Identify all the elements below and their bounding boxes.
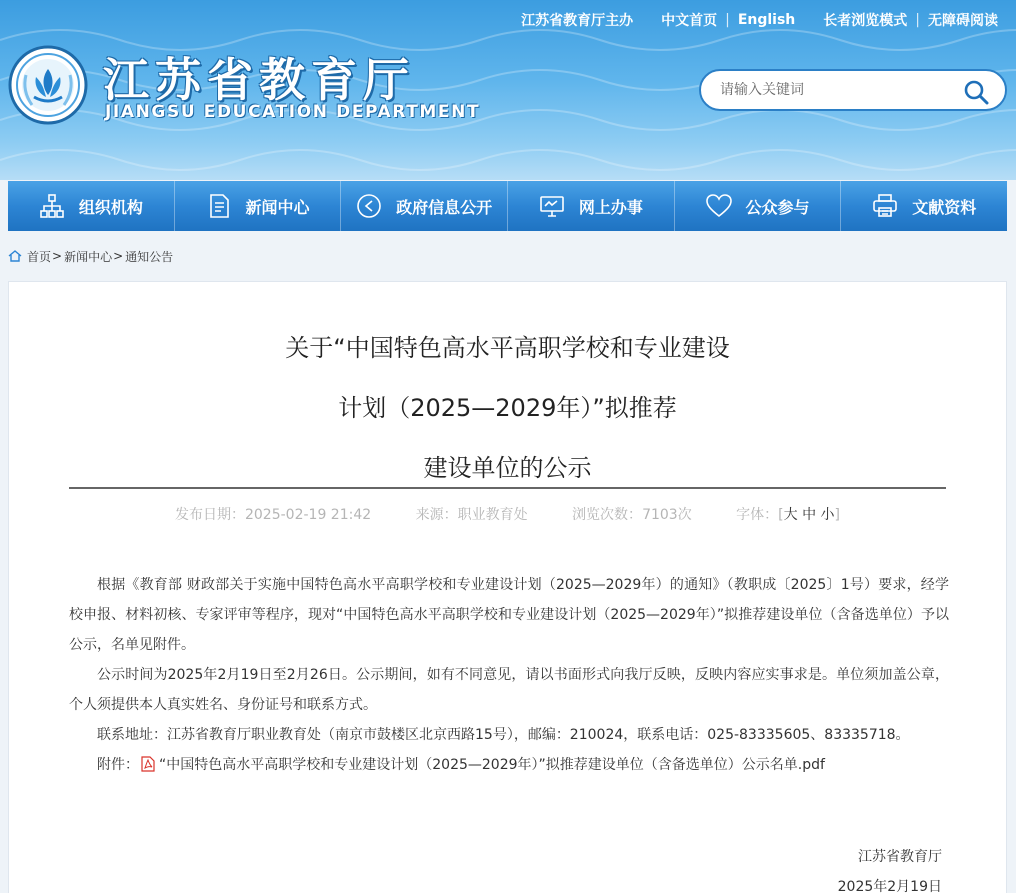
top-links: 江苏省教育厅主办 中文首页 | English 长者浏览模式 | 无障碍阅读 [521, 12, 998, 29]
breadcrumb-news-link[interactable]: 新闻中心 [64, 249, 113, 264]
share-icon [356, 193, 382, 219]
search-icon[interactable] [963, 79, 989, 105]
accessible-reading-link[interactable]: 无障碍阅读 [928, 13, 998, 29]
breadcrumb-home-link[interactable]: 首页 [27, 249, 52, 264]
attachment-link[interactable]: “中国特色高水平高职学校和专业建设计划（2025—2029年）”拟推荐建设单位（含备选单位）公示名单.pdf [159, 757, 825, 773]
paragraph: 公示时间为2025年2月19日至2月26日。公示期间，如有不同意见，请以书面形式向我厅反映，反映内容应实事求是。单位须加盖公章，个人须提供本人真实姓名、身份证号和联系方式。 [69, 667, 949, 713]
search-input[interactable] [720, 82, 950, 98]
nav-label: 公众参与 [745, 197, 810, 217]
nav-label: 新闻中心 [245, 197, 310, 217]
title-line: 关于“中国特色高水平高职学校和专业建设 [285, 334, 730, 362]
breadcrumb-separator: > [113, 249, 124, 263]
nav-label: 网上办事 [578, 197, 643, 217]
article-source: 来源：职业教育处 [415, 507, 528, 523]
nav-item-documents[interactable] [841, 181, 1007, 231]
title-line: 计划（2025—2029年）”拟推荐 [338, 394, 677, 422]
breadcrumb-notice-link[interactable]: 通知公告 [125, 249, 174, 264]
breadcrumb [8, 248, 173, 264]
publish-date: 发布日期：2025-02-19 21:42 [174, 507, 372, 523]
english-link[interactable]: English [737, 12, 796, 28]
org-chart-icon [39, 193, 65, 219]
article-meta [69, 504, 946, 524]
attachment-label: 附件： [97, 757, 139, 773]
article-body [69, 570, 949, 780]
nav-item-gov-info[interactable] [341, 181, 508, 231]
home-cn-link[interactable]: 中文首页 [661, 13, 718, 29]
nav-label: 文献资料 [912, 197, 977, 217]
nav-label: 组织机构 [78, 197, 143, 217]
font-size-control: 字体：[大 中 小] [736, 507, 840, 523]
site-title-en: JIANGSU EDUCATION DEPARTMENT [105, 102, 481, 122]
breadcrumb-separator: > [52, 249, 63, 263]
document-icon [206, 193, 232, 219]
title-divider [69, 487, 946, 489]
nav-item-organization[interactable] [8, 181, 175, 231]
pdf-icon [141, 756, 155, 772]
article-panel [8, 281, 1007, 893]
main-nav [8, 181, 1007, 231]
monitor-icon [539, 193, 565, 219]
view-count: 浏览次数：7103次 [572, 507, 692, 523]
article-title [69, 318, 946, 498]
printer-icon [872, 193, 898, 219]
signature-date: 2025年2月19日 [837, 879, 942, 893]
paragraph: 联系地址：江苏省教育厅职业教育处（南京市鼓楼区北京西路15号），邮编：210024，联系电话：025-83335605、83335718。 [97, 727, 910, 743]
font-medium-button[interactable]: 中 [802, 507, 817, 523]
signature [838, 842, 942, 893]
site-title-cn: 江苏省教育厅 [103, 53, 415, 107]
emblem-logo-icon[interactable] [8, 45, 88, 125]
font-large-button[interactable]: 大 [783, 507, 798, 523]
title-line: 建设单位的公示 [423, 454, 592, 482]
nav-label: 政府信息公开 [396, 197, 493, 217]
attachment-row [69, 750, 949, 780]
font-small-button[interactable]: 小 [820, 507, 835, 523]
home-icon [8, 250, 22, 262]
site-header [0, 0, 1016, 180]
nav-item-public-participation[interactable] [675, 181, 842, 231]
search-box [699, 69, 1007, 111]
nav-item-online-service[interactable] [508, 181, 675, 231]
host-label: 江苏省教育厅主办 [521, 13, 634, 29]
elder-mode-link[interactable]: 长者浏览模式 [823, 13, 908, 29]
heart-icon [706, 193, 732, 219]
signature-org: 江苏省教育厅 [858, 849, 942, 865]
paragraph: 根据《教育部 财政部关于实施中国特色高水平高职学校和专业建设计划（2025—2029年）的通知》（教职成〔2025〕1号）要求，经学校申报、材料初核、专家评审等程序，现对“中国特色高水平高职学校和专业建设计划（2025—2029年）”拟推荐建设单位（含备选单位）予以公示，名单见附件。 [69, 577, 949, 653]
nav-item-news[interactable] [175, 181, 342, 231]
